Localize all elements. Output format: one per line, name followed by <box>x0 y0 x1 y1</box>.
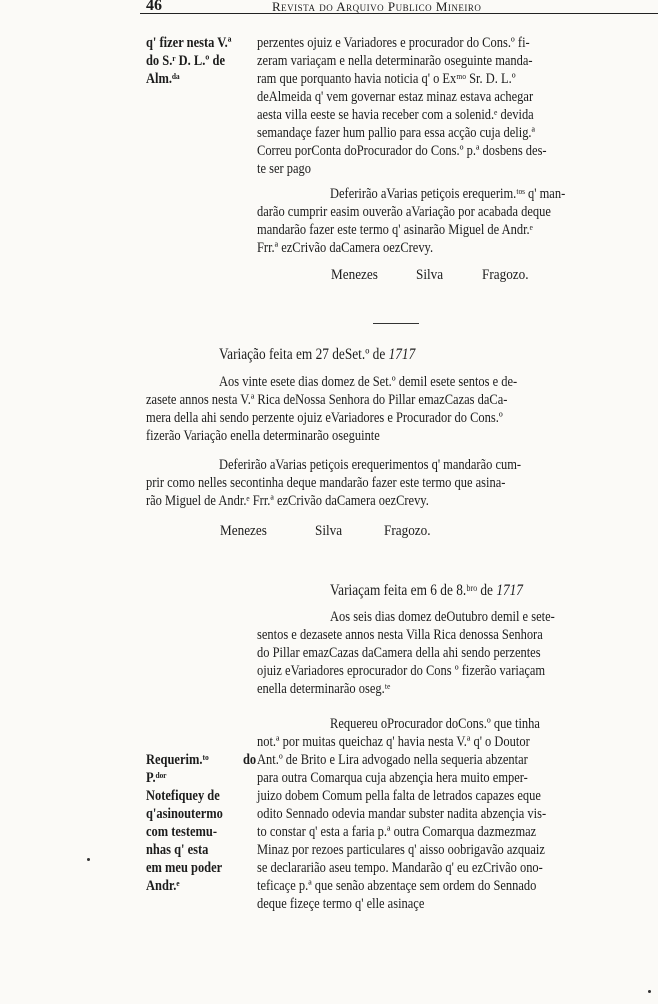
margin-note: P.ᵈᵒʳ <box>146 770 167 786</box>
text-line: deque fizeçe termo q' elle asinaçe <box>257 896 425 912</box>
text-line: darão cumprir easim ouverão aVariação por acabada deque <box>257 204 551 220</box>
text-line: ram que porquanto havia noticia q' o Exᵐᵒ Sr. D. L.º <box>257 71 516 87</box>
margin-note: do <box>243 752 257 768</box>
signature-name: Menezes <box>220 523 267 539</box>
text-line: Ant.º de Brito e Lira advogado nella sequeria abzentar <box>257 752 528 768</box>
text-line: Minaz por rezoes particulares q' aisso oobrigavão azquaiz <box>257 842 545 858</box>
text-line: aesta villa eeste se havia receber com a solenid.ᵉ devida <box>257 107 534 123</box>
text-line: Deferirão aVarias petiçois erequerimentos q' mandarão cum- <box>219 457 522 473</box>
text-line: teficaçe p.ª que senão abzentaçe sem ordem do Sennado <box>257 878 537 894</box>
text-line: enella determinarão oseg.ᵗᵉ <box>257 681 391 697</box>
margin-note: q'asinoutermo <box>146 806 223 822</box>
text-line: odito Sennado odevia mandar subster nadita abzençia vis- <box>257 806 547 822</box>
text-line: se declararião aseu tempo. Mandarão q' eu ezCrivão ono- <box>257 860 543 876</box>
page-number: 46 <box>146 0 162 14</box>
text-line: to constar q' esta a faria p.ª outra Comarqua dazmezmaz <box>257 824 537 840</box>
margin-note: Notefiquey de <box>146 788 220 804</box>
page-header <box>0 0 658 14</box>
text-line: prir como nelles secontinha deque mandarão fazer este termo que asina- <box>146 475 506 491</box>
margin-note: Requerim.ᵗᵒ <box>146 752 209 768</box>
margin-note: nhas q' esta <box>146 842 209 858</box>
text-line: Requereu oProcurador doCons.º que tinha <box>330 716 540 732</box>
text-line: Aos vinte esete dias domez de Set.º demil esete sentos e de- <box>219 374 518 390</box>
margin-note: com testemu- <box>146 824 217 840</box>
text-line: fizerão Variação enella determinarão oseguinte <box>146 428 380 444</box>
text-line: sentos e dezasete annos nesta Villa Rica denossa Senhora <box>257 627 543 643</box>
margin-note: do S.ʳ D. L.º de <box>146 53 226 69</box>
running-title: Revista do Arquivo Publico Mineiro <box>272 0 482 14</box>
text-line: Frr.ª ezCrivão daCamera oezCrevy. <box>257 240 434 256</box>
header-rule <box>140 13 658 14</box>
text-line: para outra Comarqua cuja abzençia hera muito emper- <box>257 770 528 786</box>
text-line: perzentes ojuiz e Variadores e procurador do Cons.º fi- <box>257 35 530 51</box>
text-line: semandaçe fazer hum pallio para essa acção cuja delig.ª <box>257 125 535 141</box>
text-line: zeram variaçam e nella determinarão oseguinte manda- <box>257 53 533 69</box>
entry-year: 1717 <box>388 346 416 363</box>
text-line: deAlmeida q' vem governar estaz minaz estava achegar <box>257 89 534 105</box>
text-line: mandarão fazer este termo q' asinarão Miguel de Andr.ᵉ <box>257 222 533 238</box>
entry-heading: Variaçam feita em 6 de 8.ᵇʳᵒ de 1717 <box>330 582 523 599</box>
margin-note: q' fizer nesta V.ª <box>146 35 232 51</box>
text-line: te ser pago <box>257 161 312 177</box>
entry-heading: Variação feita em 27 deSet.º de 1717 <box>219 346 416 363</box>
text-line: zasete annos nesta V.ª Rica deNossa Senhora do Pillar emazCazas daCa- <box>146 392 508 408</box>
text-line: juizo dobem Comum pella falta de letrados capazes eque <box>257 788 541 804</box>
scan-speck <box>87 858 90 861</box>
margin-note: em meu poder <box>146 860 223 876</box>
signature-name: Fragozo. <box>482 267 529 283</box>
entry-year: 1717 <box>496 582 523 599</box>
margin-note: Andr.ᵉ <box>146 878 180 894</box>
signature-name: Menezes <box>331 267 378 283</box>
signature-name: Silva <box>416 267 444 283</box>
scan-speck <box>648 990 651 993</box>
text-line: do Pillar emazCazas daCamera della ahi sendo perzentes <box>257 645 541 661</box>
text-line: mera della ahi sendo perzente ojuiz eVariadores e Procurador do Cons.º <box>146 410 503 426</box>
text-line: Deferirão aVarias petiçois erequerim.ᵗᵒˢ q' man- <box>330 186 566 202</box>
section-divider <box>373 323 419 324</box>
text-line: Aos seis dias domez deOutubro demil e sete- <box>330 609 555 625</box>
signature-name: Silva <box>315 523 343 539</box>
signature-name: Fragozo. <box>384 523 431 539</box>
margin-note: Alm.ᵈᵃ <box>146 71 180 87</box>
text-line: not.ª por muitas queichaz q' havia nesta V.ª q' o Doutor <box>257 734 530 750</box>
text-line: rão Miguel de Andr.ᵉ Frr.ª ezCrivão daCamera oezCrevy. <box>146 493 429 509</box>
text-line: ojuiz eVariadores eprocurador do Cons º fizerão variaçam <box>257 663 546 679</box>
text-line: Correu porConta doProcurador do Cons.º p.ª dosbens des- <box>257 143 547 159</box>
